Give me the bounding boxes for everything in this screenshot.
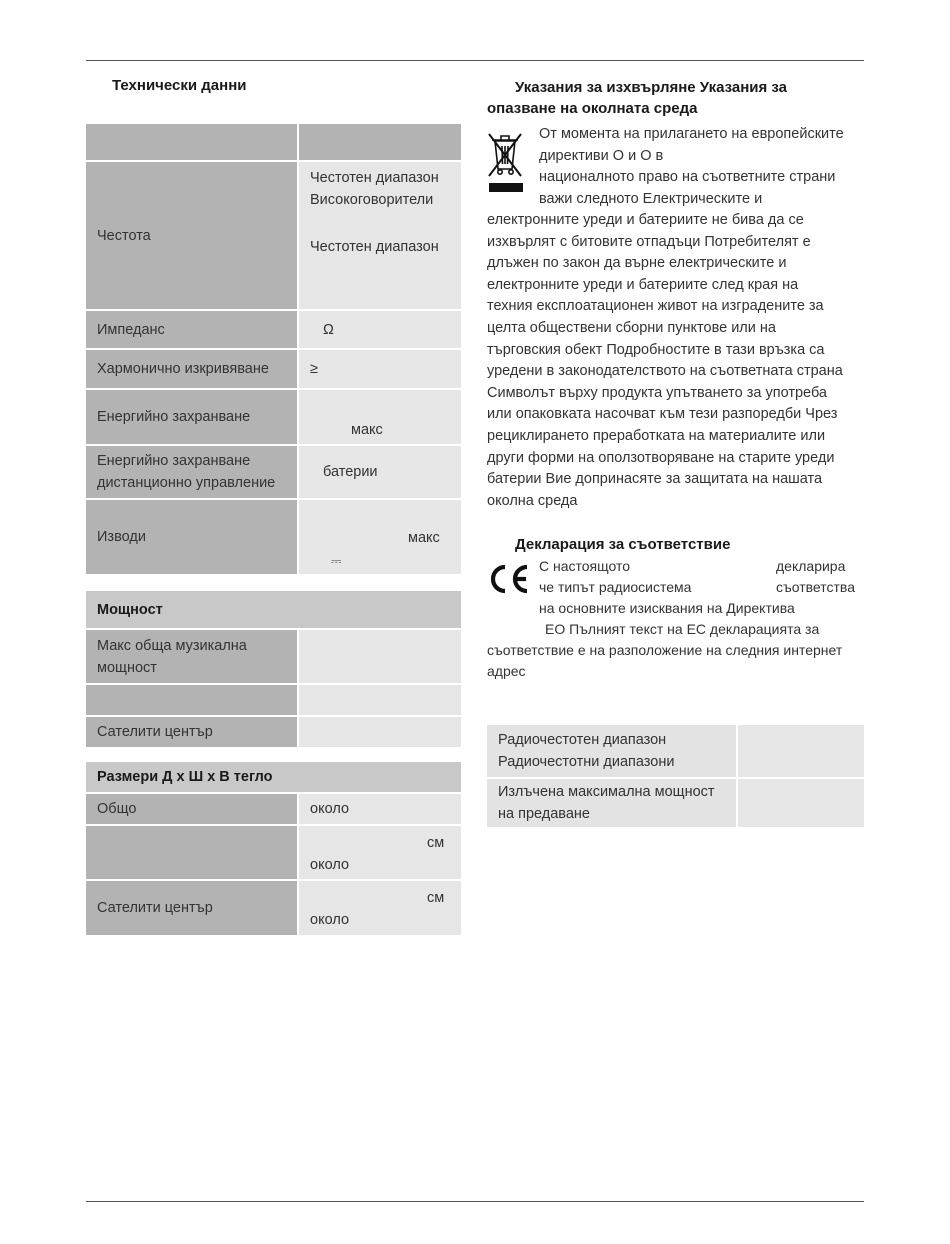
- max-music-power-value: [299, 630, 461, 683]
- frequency-value-2: Високоговорители: [310, 192, 434, 208]
- outputs-value: макс ⎓: [299, 500, 461, 574]
- disposal-text-indented: От момента на прилагането на европейските директиви О и О в националното право на съответните страни важи следното Електрическите и: [539, 126, 844, 207]
- spec-header-right: [299, 124, 461, 160]
- spec-header-left: [86, 124, 297, 160]
- satellites-center-power-label: Сателити център: [86, 717, 297, 747]
- dims-row2-label: [86, 826, 297, 879]
- power-empty-label: [86, 685, 297, 715]
- frequency-label: Честота: [86, 162, 297, 309]
- dims-satellites-label: Сателити център: [86, 881, 297, 935]
- rf-band-label: Радиочестотен диапазон Радиочестотни диапазони: [487, 725, 736, 777]
- dims-total-value: около: [299, 794, 461, 824]
- declaration-text: С настоящото декларира че типът радиосистема съответства на основните изисквания на Директива ЕО Пълният текст на ЕС декларацията за: [539, 558, 855, 637]
- remote-supply-label: Енергийно захранване дистанционно управление: [86, 446, 297, 498]
- dimensions-header: Размери Д х Ш х В тегло: [86, 762, 461, 792]
- dims-satellites-value: см около: [299, 881, 461, 935]
- rf-band-value: [738, 725, 864, 777]
- tech-data-title: Технически данни: [112, 77, 247, 94]
- power-header: Мощност: [86, 591, 461, 628]
- ce-mark-icon: [486, 563, 532, 595]
- remote-supply-value: батерии: [299, 446, 461, 498]
- bottom-rule: [86, 1201, 864, 1202]
- dims-total-label: Общо: [86, 794, 297, 824]
- thd-label: Хармонично изкривяване: [86, 350, 297, 388]
- declaration-text-2: съответствие е на разположение на следния интернет адрес: [487, 642, 843, 679]
- frequency-value-3: Честотен диапазон: [310, 239, 439, 255]
- max-music-power-label: Макс обща музикална мощност: [86, 630, 297, 683]
- impedance-value: Ω: [299, 311, 461, 348]
- frequency-value-1: Честотен диапазон: [310, 170, 439, 186]
- power-empty-value: [299, 685, 461, 715]
- thd-value: ≥: [299, 350, 461, 388]
- dims-row2-value: см около: [299, 826, 461, 879]
- weee-bin-icon: [486, 131, 526, 195]
- frequency-values: [299, 162, 461, 309]
- declaration-title: Декларация за съответствие: [515, 536, 731, 553]
- outputs-label: Изводи: [86, 500, 297, 574]
- emit-power-value: [738, 779, 864, 827]
- satellites-center-power-value: [299, 717, 461, 747]
- dc-symbol-icon: ⎓: [331, 553, 342, 568]
- impedance-label: Импеданс: [86, 311, 297, 348]
- disposal-text: електронните уреди и батериите не бива да се изхвърлят с битовите отпадъци Потребителят е длъжен по закон да върне електрическите и електронните уреди и батериите след края на техния експлоатационен живот на изградените за целта обществени сборни пунктове или на търговския обект Подробностите в тази връзка са уредени в законодателството на съответната страна Символът върху продукта упътването за употреба или опаковката насочват към тези разпоредби Чрез рециклирането преработката на материалите или други форми на оползотворяване на старите уреди батерии Вие допринасяте за защитата на нашата околна среда: [487, 212, 843, 509]
- top-rule: [86, 60, 864, 61]
- power-supply-value: макс: [299, 390, 461, 444]
- power-supply-label: Енергийно захранване: [86, 390, 297, 444]
- disposal-title: Указания за изхвърляне Указания за опазване на околната среда: [487, 79, 787, 117]
- emit-power-label: Излъчена максимална мощност на предаване: [487, 779, 736, 827]
